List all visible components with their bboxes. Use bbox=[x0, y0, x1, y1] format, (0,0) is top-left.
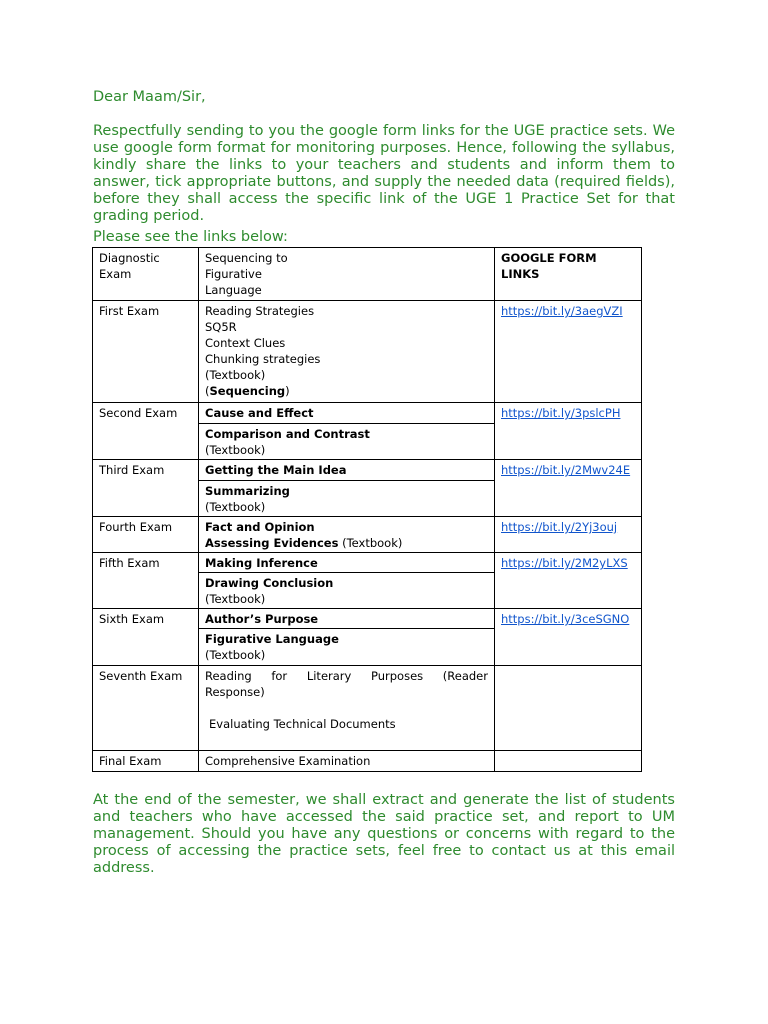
greeting: Dear Maam/Sir, bbox=[93, 89, 206, 105]
exam-name: First Exam bbox=[93, 301, 199, 403]
exam-topics bbox=[199, 301, 495, 403]
topic-line: Getting the Main Idea bbox=[205, 463, 347, 477]
form-link[interactable]: https://bit.ly/3aegVZI bbox=[501, 304, 623, 318]
exam-topics bbox=[199, 751, 495, 772]
form-link[interactable]: https://bit.ly/3ceSGNO bbox=[501, 612, 630, 626]
topic-line: Reading for Literary Purposes (Reader bbox=[205, 669, 488, 683]
topic-line: Sequencing to bbox=[205, 251, 288, 265]
form-link[interactable]: https://bit.ly/2M2yLXS bbox=[501, 556, 628, 570]
exam-topics bbox=[199, 553, 495, 573]
exam-name: Sixth Exam bbox=[93, 609, 199, 666]
exam-name: Second Exam bbox=[93, 403, 199, 460]
topic-note: (Textbook) bbox=[342, 536, 403, 550]
link-cell bbox=[495, 553, 642, 609]
topic-line: Figurative Language bbox=[205, 632, 339, 646]
link-cell bbox=[495, 751, 642, 772]
table-row bbox=[93, 403, 642, 424]
form-link[interactable]: https://bit.ly/2Mwv24E bbox=[501, 463, 631, 477]
exam-links-table bbox=[92, 247, 642, 772]
topic-line: Author’s Purpose bbox=[205, 612, 319, 626]
table-row bbox=[93, 301, 642, 403]
links-column-header: GOOGLE FORM LINKS bbox=[495, 248, 642, 301]
topic-line: Cause and Effect bbox=[205, 406, 314, 420]
topic-line: Making Inference bbox=[205, 556, 318, 570]
topic-line: Reading Strategies bbox=[205, 304, 315, 318]
table-row bbox=[93, 666, 642, 751]
topic-line: Comparison and Contrast bbox=[205, 427, 370, 441]
topic-line: (Sequencing) bbox=[205, 384, 290, 398]
exam-name: Diagnostic Exam bbox=[93, 248, 199, 301]
topic-line: (Textbook) bbox=[205, 368, 266, 382]
topic-line: Context Clues bbox=[205, 336, 286, 350]
exam-topics bbox=[199, 403, 495, 424]
topic-line: (Textbook) bbox=[205, 648, 266, 662]
closing-paragraph: At the end of the semester, we shall extract and generate the list of students and teachers who have accessed the said practice set, and report to UM management. Should you have any questions or concerns with regard to the process of accessing the practice sets, feel free to contact us at this email address. bbox=[93, 792, 675, 876]
link-cell bbox=[495, 517, 642, 553]
topic-line: Chunking strategies bbox=[205, 352, 321, 366]
link-cell bbox=[495, 666, 642, 751]
exam-topics bbox=[199, 460, 495, 481]
table-row bbox=[93, 517, 642, 553]
topic-line: (Textbook) bbox=[205, 500, 266, 514]
table-row bbox=[93, 751, 642, 772]
topic-line: Response) bbox=[205, 685, 265, 699]
exam-topics bbox=[199, 424, 495, 460]
table-row bbox=[93, 609, 642, 629]
topic-line: (Textbook) bbox=[205, 443, 266, 457]
exam-name: Fifth Exam bbox=[93, 553, 199, 609]
exam-topics bbox=[199, 573, 495, 609]
links-intro: Please see the links below: bbox=[93, 229, 288, 245]
exam-topics bbox=[199, 609, 495, 629]
topic-line: Evaluating Technical Documents bbox=[209, 717, 396, 731]
intro-paragraph: Respectfully sending to you the google form links for the UGE practice sets. We use google form format for monitoring purposes. Hence, following the syllabus, kindly share the links to your teachers and students and inform them to answer, tick appropriate buttons, and supply the needed data (required fields), before they shall access the specific link of the UGE 1 Practice Set for that grading period. bbox=[93, 123, 675, 224]
topic-line bbox=[205, 535, 488, 551]
table-row bbox=[93, 248, 642, 301]
exam-topics bbox=[199, 248, 495, 301]
form-link[interactable]: https://bit.ly/2Yj3ouj bbox=[501, 520, 618, 534]
exam-name: Seventh Exam bbox=[93, 666, 199, 751]
topic-line: Summarizing bbox=[205, 484, 290, 498]
topic-line: SQ5R bbox=[205, 320, 237, 334]
topic-line: Language bbox=[205, 283, 262, 297]
topic-line: Figurative bbox=[205, 267, 262, 281]
exam-topics bbox=[199, 481, 495, 517]
exam-name: Fourth Exam bbox=[93, 517, 199, 553]
link-cell bbox=[495, 403, 642, 460]
topic-line: Fact and Opinion bbox=[205, 520, 315, 534]
topic-line: Drawing Conclusion bbox=[205, 576, 334, 590]
topic-bold: Sequencing bbox=[209, 384, 286, 398]
exam-topics bbox=[199, 517, 495, 553]
topic-line: (Textbook) bbox=[205, 592, 266, 606]
table-row bbox=[93, 553, 642, 573]
exam-topics bbox=[199, 629, 495, 666]
exam-topics bbox=[199, 666, 495, 751]
link-cell bbox=[495, 301, 642, 403]
topic-line: Comprehensive Examination bbox=[205, 754, 371, 768]
link-cell bbox=[495, 609, 642, 666]
topic-bold: Assessing Evidences bbox=[205, 536, 339, 550]
exam-name: Third Exam bbox=[93, 460, 199, 517]
exam-name: Final Exam bbox=[93, 751, 199, 772]
form-link[interactable]: https://bit.ly/3pslcPH bbox=[501, 406, 621, 420]
link-cell bbox=[495, 460, 642, 517]
table-row bbox=[93, 460, 642, 481]
